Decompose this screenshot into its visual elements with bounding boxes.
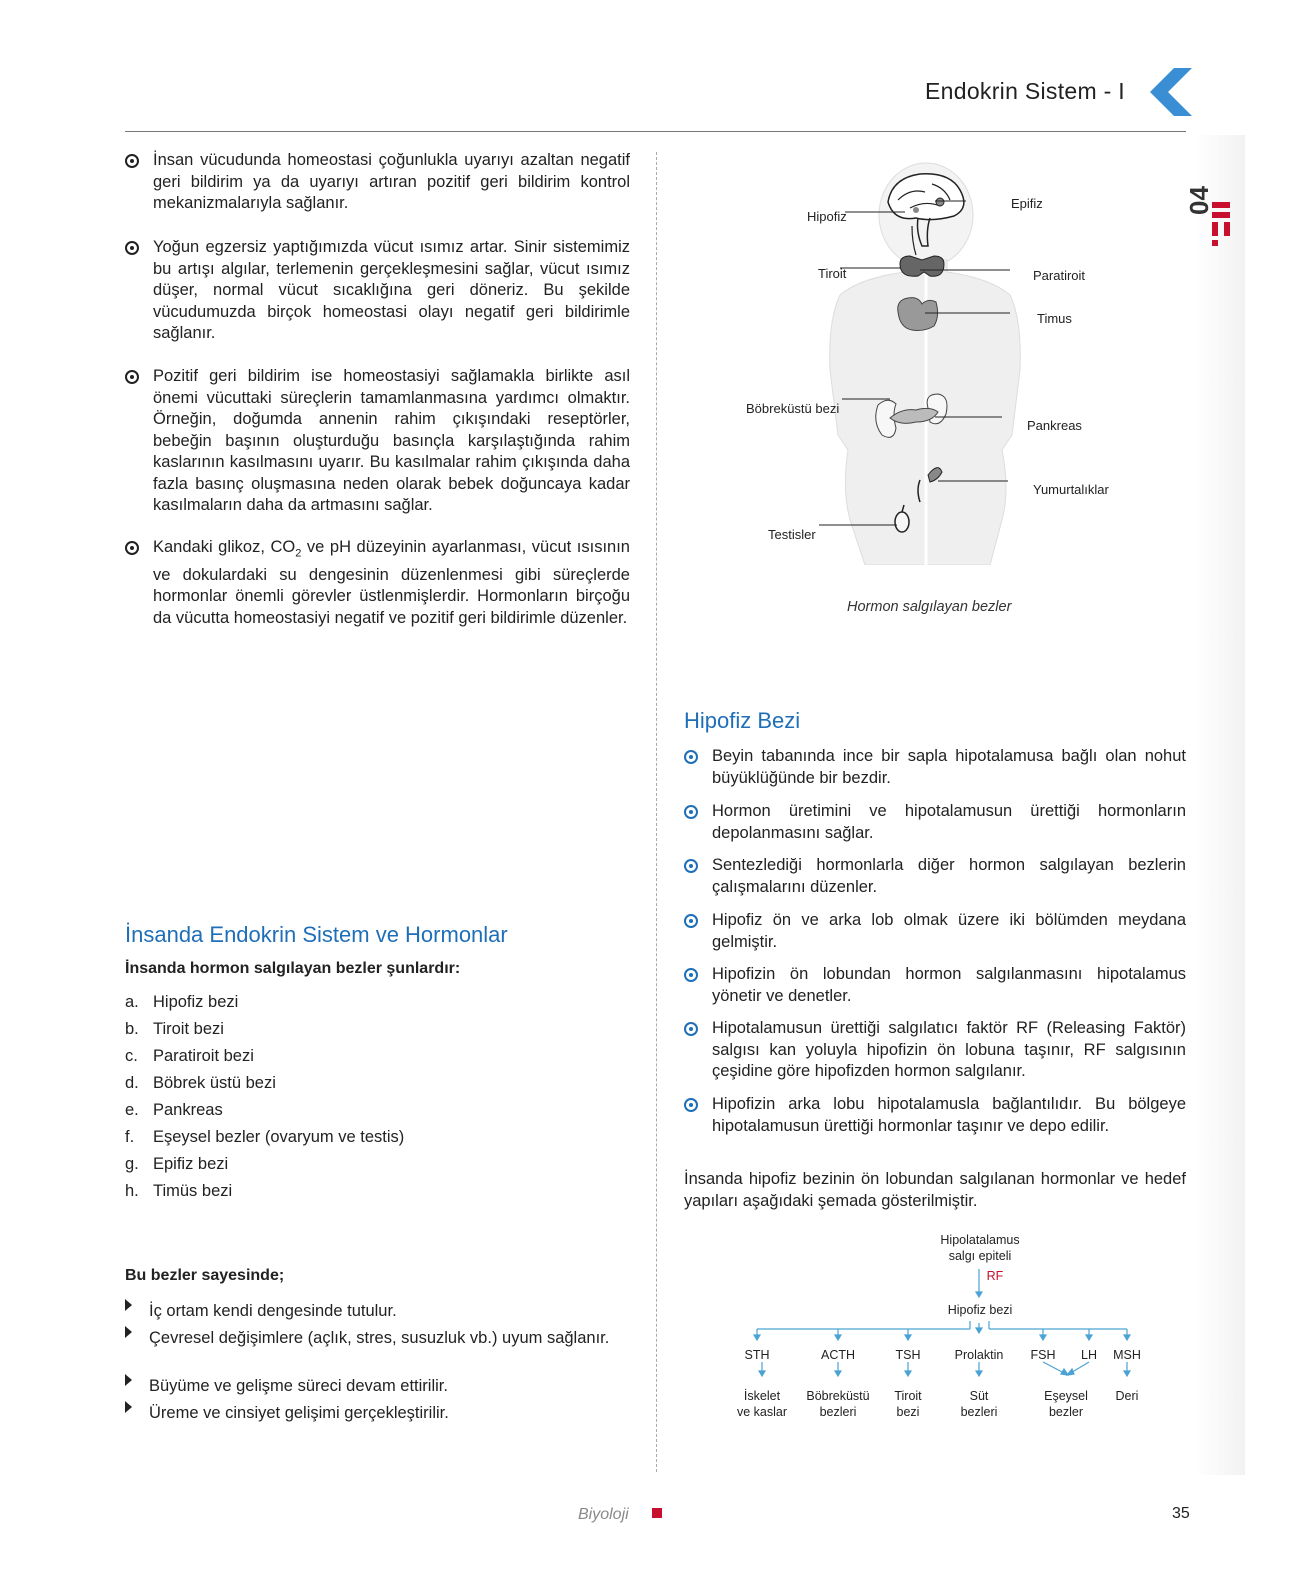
chevron-left-icon [1150, 68, 1194, 116]
footer-square-icon [652, 1508, 662, 1518]
target-bullet-icon [125, 370, 139, 384]
left-bullet-1: İnsan vücudunda homeostasi çoğunlukla uyarıyı azaltan negatif geri bildirim ya da uyarıyı artıran pozitif geri bildirim kontrol mekanizmalarıyla sağlanır. [125, 150, 630, 215]
figure-label-bobrekustu: Böbreküstü bezi [746, 401, 840, 416]
flow-hormone-sth: STH [744, 1348, 770, 1362]
flow-target-sut: Süt bezleri [960, 1389, 998, 1419]
figure-label-timus: Timus [1037, 311, 1072, 326]
flow-top-node: Hipolatalamus salgı epiteli [940, 1233, 1020, 1263]
page-number: 35 [1172, 1505, 1190, 1522]
gland-list-item: a. Hipofiz bezi [125, 993, 239, 1011]
triangle-bullet-icon [125, 1401, 132, 1413]
footer-subject: Biyoloji [578, 1506, 629, 1523]
target-bullet-icon [684, 1022, 698, 1036]
flow-center-node: Hipofiz bezi [947, 1303, 1013, 1317]
target-bullet-icon [684, 805, 698, 819]
figure-pointer-lines [720, 180, 1060, 550]
gland-list-item: h. Timüs bezi [125, 1182, 233, 1200]
triangle-bullet-icon [125, 1374, 132, 1386]
flow-target-iskelet: İskelet ve kaslar [736, 1389, 788, 1419]
triangle-bullet-icon [125, 1299, 132, 1311]
flow-rf-label: RF [986, 1269, 1004, 1283]
benefit-item: Üreme ve cinsiyet gelişimi gerçekleştirilir. [125, 1403, 630, 1425]
column-divider [656, 152, 657, 1472]
flow-hormone-lh: LH [1081, 1348, 1097, 1362]
target-bullet-icon [684, 859, 698, 873]
gland-list-item: d. Böbrek üstü bezi [125, 1074, 276, 1092]
hipofiz-bullet: Hipofizin arka lobu hipotalamusla bağlantılıdır. Bu bölgeye hipotalamusun ürettiği hormonlar taşınır ve depo edilir. [684, 1094, 1186, 1137]
benefit-item: Çevresel değişimlere (açlık, stres, susuzluk vb.) uyum sağlanır. [125, 1328, 630, 1350]
figure-label-paratiroit: Paratiroit [1033, 268, 1086, 283]
hipofiz-bullet: Hipofizin ön lobundan hormon salgılanmasını hipotalamus yönetir ve denetler. [684, 964, 1186, 1007]
figure-label-hipofiz: Hipofiz [807, 209, 847, 224]
flow-hormone-prolaktin: Prolaktin [954, 1348, 1004, 1362]
target-bullet-icon [684, 1098, 698, 1112]
flow-hormone-acth: ACTH [820, 1348, 856, 1362]
gland-list-item: f. Eşeysel bezler (ovaryum ve testis) [125, 1128, 405, 1146]
figure-label-pankreas: Pankreas [1027, 418, 1082, 433]
gland-list-item: e. Pankreas [125, 1101, 223, 1119]
glands-intro: İnsanda hormon salgılayan bezler şunlardır: [125, 960, 461, 977]
figure-caption: Hormon salgılayan bezler [847, 599, 1012, 615]
section-heading-endokrin: İnsanda Endokrin Sistem ve Hormonlar [125, 922, 508, 947]
diagram-intro: İnsanda hipofiz bezinin ön lobundan salgılanan hormonlar ve hedef yapıları aşağıdaki şemada gösterilmiştir. [684, 1170, 1186, 1210]
hipofiz-bullet: Hormon üretimini ve hipotalamusun ürettiği hormonların depolanmasını sağlar. [684, 801, 1186, 844]
benefit-item: Büyüme ve gelişme süreci devam ettirilir. [125, 1376, 630, 1398]
left-bullet-2: Yoğun egzersiz yaptığımızda vücut ısımız artar. Sinir sistemimiz bu artışı algılar, terlemenin gerçekleşmesini sağlar, vücut ısımız düşer, normal vücut sıcaklığına geri döneriz. Bu şekilde vücudumuzda birçok homeostasi olayı negatif geri bildirimle sağlanır. [125, 237, 630, 345]
target-bullet-icon [684, 914, 698, 928]
flow-target-tiroit: Tiroit bezi [894, 1389, 922, 1419]
benefits-heading: Bu bezler sayesinde; [125, 1267, 285, 1284]
target-bullet-icon [125, 541, 139, 555]
flow-target-eseysel: Eşeysel bezler [1044, 1389, 1088, 1419]
section-heading-hipofiz: Hipofiz Bezi [684, 708, 801, 733]
figure-label-tiroit: Tiroit [818, 266, 847, 281]
side-strip [1195, 135, 1245, 1475]
target-bullet-icon [684, 968, 698, 982]
gland-list-item: g. Epifiz bezi [125, 1155, 229, 1173]
hipofiz-bullet: Sentezlediği hormonlarla diğer hormon salgılayan bezlerin çalışmalarını düzenler. [684, 855, 1186, 898]
triangle-bullet-icon [125, 1326, 132, 1338]
gland-list-item: b. Tiroit bezi [125, 1020, 224, 1038]
target-bullet-icon [125, 241, 139, 255]
chapter-tab [1183, 150, 1235, 260]
flow-hormone-tsh: TSH [895, 1348, 921, 1362]
hipofiz-bullet: Hipotalamusun ürettiği salgılatıcı faktör RF (Releasing Faktör) salgısı kan yoluyla hipofizin ön lobuna taşınır, RF salgısının çeşidine göre hipofizden hormon salgılanır. [684, 1018, 1186, 1083]
header-rule [125, 131, 1186, 132]
figure-label-yumurtaliklar: Yumurtalıklar [1033, 482, 1109, 497]
chapter-number: 04 [1183, 186, 1214, 215]
flow-target-bobrekustu: Böbreküstü bezleri [806, 1389, 870, 1419]
flow-hormone-msh: MSH [1113, 1348, 1141, 1362]
target-bullet-icon [684, 750, 698, 764]
hipofiz-bullet: Hipofiz ön ve arka lob olmak üzere iki bölümden meydana gelmiştir. [684, 910, 1186, 953]
target-bullet-icon [125, 154, 139, 168]
benefit-item: İç ortam kendi dengesinde tutulur. [125, 1301, 630, 1323]
figure-label-testisler: Testisler [768, 527, 816, 542]
flow-hormone-fsh: FSH [1030, 1348, 1056, 1362]
figure-label-epifiz: Epifiz [1011, 196, 1043, 211]
gland-list-item: c. Paratiroit bezi [125, 1047, 254, 1065]
left-bullet-4: Kandaki glikoz, $CO_2$ ve pH düzeyinin ayarlanması, vücut ısısının ve dokulardaki su dengesinin düzenlenmesi gibi süreçlerde hormonlar önemli görevler üstlenmişlerdir. Hormonların birçoğu da vücutta homeostasiyi negatif ve pozitif geri bildirimle düzenler. [125, 537, 630, 629]
left-bullet-3: Pozitif geri bildirim ise homeostasiyi sağlamakla birlikte asıl önemi vücuttaki süreçlerin tamamlanmasına yardımcı olmaktır. Örneğin, doğumda annenin rahim çıkışındaki reseptörler, bebeğin başının oluşturduğu basınçla karşılaştığında rahim kaslarının kasılmasını uyarır. Bu kasılmalar rahim çıkışında daha fazla basınç oluşmasına neden olarak bebek doğuncaya kadar kasılmaların daha da artmasını sağlar. [125, 366, 630, 517]
page-header-title: Endokrin Sistem - I [925, 78, 1125, 104]
flow-target-deri: Deri [1115, 1389, 1139, 1403]
hipofiz-bullet: Beyin tabanında ince bir sapla hipotalamusa bağlı olan nohut büyüklüğünde bir bezdir. [684, 746, 1186, 789]
